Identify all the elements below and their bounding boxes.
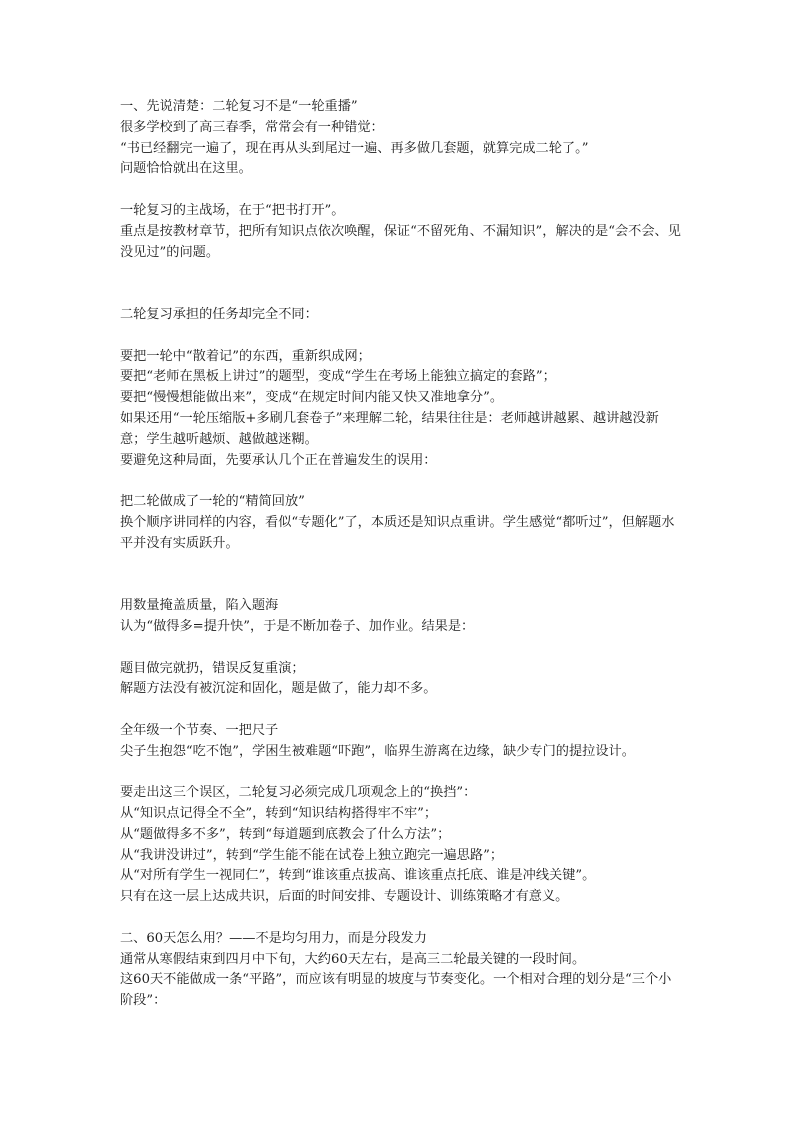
blank-line — [120, 326, 682, 347]
text-line: 换个顺序讲同样的内容，看似“专题化”了，本质还是知识点重讲。学生感觉“都听过”，但解题水平并没有实质跃升。 — [120, 514, 675, 551]
text-line: 很多学校到了高三春季，常常会有一种错觉： — [120, 119, 384, 135]
text-line: 通常从寒假结束到四月中下旬，大约60天左右，是高三二轮最关键的一段时间。 — [120, 951, 586, 967]
blank-line — [120, 638, 682, 659]
blank-line — [120, 575, 682, 596]
blank-line — [120, 471, 682, 492]
text-line: “书已经翻完一遍了，现在再从头到尾过一遍、再多做几套题，就算完成二轮了。” — [120, 140, 589, 156]
text-line: 题目做完就扔，错误反复重演； — [120, 660, 305, 676]
text-line: 二轮复习承担的任务却完全不同： — [120, 306, 318, 322]
text-line: 要走出这三个误区，二轮复习必须完成几项观念上的“换挡”： — [120, 785, 477, 801]
text-line: 认为“做得多=提升快”，于是不断加卷子、加作业。结果是： — [120, 618, 475, 634]
blank-line — [120, 763, 682, 784]
text-line: 只有在这一层上达成共识，后面的时间安排、专题设计、训练策略才有意义。 — [120, 889, 569, 905]
text-line: 一轮复习的主战场，在于“把书打开”。 — [120, 202, 345, 218]
text-line: 重点是按教材章节，把所有知识点依次唤醒，保证“不留死角、不漏知识”，解决的是“会不会、见没见过”的问题。 — [120, 223, 681, 260]
blank-line — [120, 908, 682, 929]
text-line: 这60天不能做成一条“平路”，而应该有明显的坡度与节奏变化。一个相对合理的划分是“三个小阶段”： — [120, 972, 672, 1009]
text-line: 要把一轮中“散着记”的东西，重新织成网； — [120, 348, 371, 364]
text-line: 一、先说清楚：二轮复习不是“一轮重播” — [120, 99, 358, 114]
text-line: 把二轮做成了一轮的“精简回放” — [120, 494, 305, 510]
blank-line — [120, 700, 682, 721]
text-line: 二、60天怎么用？——不是均匀用力，而是分段发力 — [120, 930, 427, 946]
text-line: 用数量掩盖质量，陷入题海 — [120, 598, 279, 614]
text-line: 如果还用“一轮压缩版+多刷几套卷子”来理解二轮，结果往往是：老师越讲越累、越讲越没新意；学生越听越烦、越做越迷糊。 — [120, 410, 659, 447]
text-line: 从“我讲没讲过”，转到“学生能不能在试卷上独立跑完一遍思路”； — [120, 847, 504, 863]
text-line: 问题恰恰就出在这里。 — [120, 161, 252, 177]
text-line: 从“题做得多不多”，转到“每道题到底教会了什么方法”； — [120, 826, 451, 842]
text-line: 从“对所有学生一视同仁”，转到“谁该重点拔高、谁该重点托底、谁是冲线关键”。 — [120, 868, 596, 884]
text-line: 尖子生抱怨“吃不饱”，学困生被难题“吓跑”，临界生游离在边缘，缺少专门的提拉设计。 — [120, 743, 635, 759]
text-line: 解题方法没有被沉淀和固化，题是做了，能力却不多。 — [120, 681, 437, 697]
blank-line — [120, 555, 682, 576]
text-line: 全年级一个节奏、一把尺子 — [120, 722, 279, 738]
blank-line — [120, 284, 682, 305]
blank-line — [120, 263, 682, 284]
text-line: 要把“老师在黑板上讲过”的题型，变成“学生在考场上能独立搞定的套路”； — [120, 369, 556, 385]
text-line: 要避免这种局面，先要承认几个正在普遍发生的误用： — [120, 452, 437, 468]
document-body — [120, 97, 682, 1012]
blank-line — [120, 180, 682, 201]
text-line: 要把“慢慢想能做出来”，变成“在规定时间内能又快又准地拿分”。 — [120, 390, 504, 406]
text-line: 从“知识点记得全不全”，转到“知识结构搭得牢不牢”； — [120, 806, 438, 822]
